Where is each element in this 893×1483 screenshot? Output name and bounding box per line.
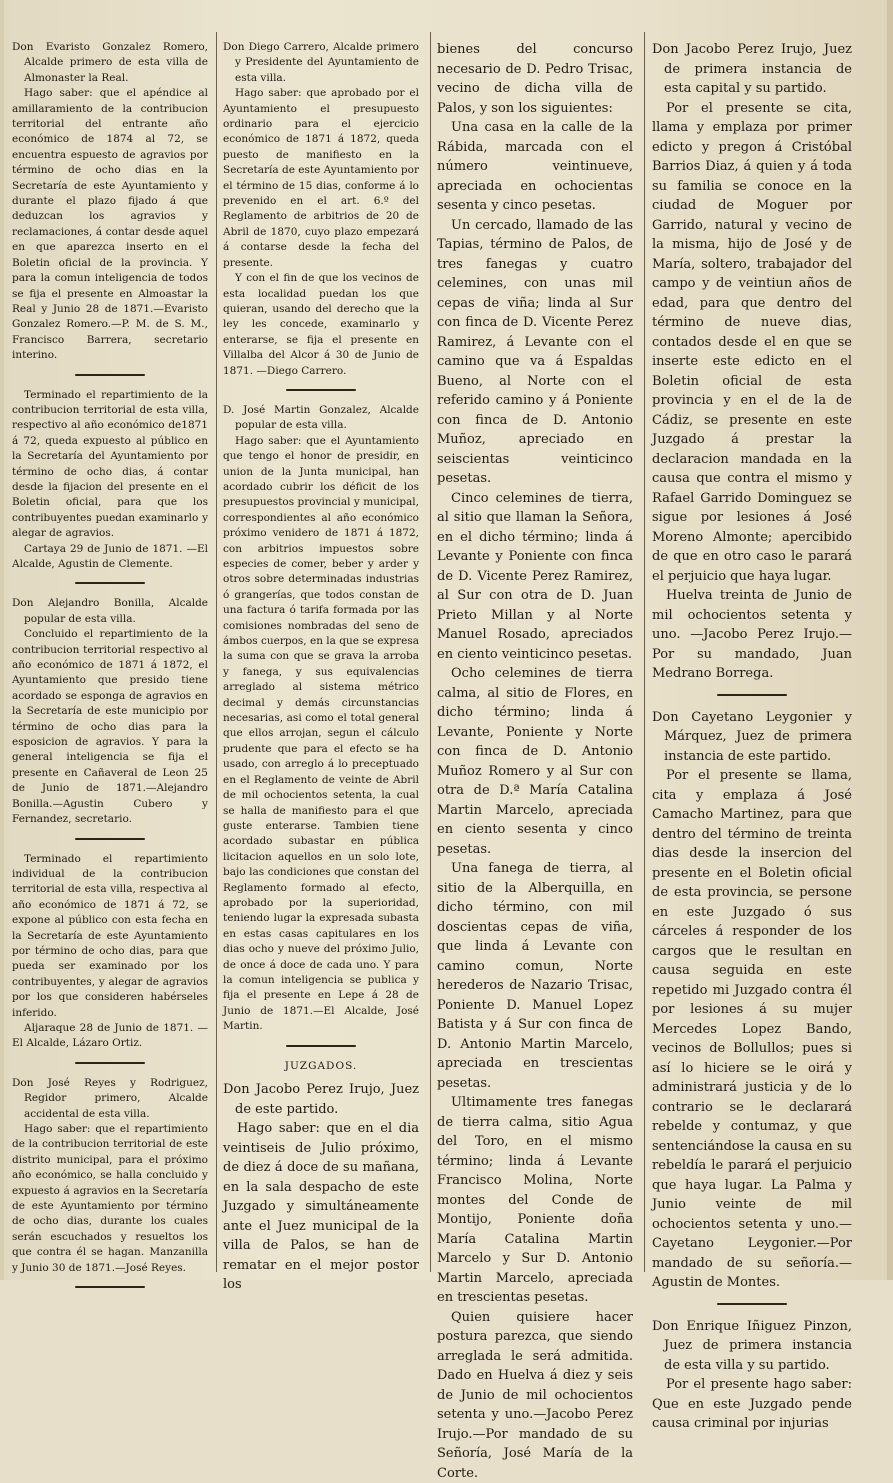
column-rule (644, 32, 645, 1272)
column-1 (12, 40, 208, 1270)
notice-body: bienes del concurso necesario de D. Pedro Trisac, vecino de dicha villa de Palos, y son los siguientes: (437, 40, 633, 118)
notice-heading: D. José Martin Gonzalez, Alcalde popular de esta villa. (223, 403, 419, 434)
notice-body: Hago saber: que aprobado por el Ayuntamiento el presupuesto ordinario para el ejercicio económico de 1871 á 1872, queda puesto de manifiesto en la Secretaría de este Ayuntamiento por el término de 15 dias, conforme á lo prevenido en el art. 6.º del Reglamento de arbitrios de 20 de Abril de 1870, cuyo plazo empezará á contarse desde la fecha del presente. (223, 86, 419, 271)
separator-rule (75, 838, 145, 840)
separator-rule (286, 389, 356, 391)
notice-body: Hago saber: que el apéndice al amillaramiento de la contribucion territorial del entrante año económico de 1874 al 72, se encuentra espuesto de agravios por término de ocho dias en la Secretaría de este Ayuntamiento y durante el plazo fijado á que deduzcan los agravios y reclamaciones, á contar desde aquel en que aparezca inserto en el Boletin oficial de la provincia. Y para la comun inteligencia de todos se fija el presente en Almoastar la Real y Junio 28 de 1871.—Evaristo Gonzalez Romero.—P. M. de S. M., Francisco Barrera, secretario interino. (12, 86, 208, 363)
separator-rule (717, 1303, 787, 1305)
notice-body: Y con el fin de que los vecinos de esta localidad puedan los que quieran, usando del derecho que la ley les concede, examinarlo y enterarse, se fija el presente en Villalba del Alcor á 30 de Junio de 1871. —Diego Carrero. (223, 271, 419, 379)
property-item: Ultimamente tres fanegas de tierra calma, sitio Agua del Toro, en el mismo término; linda á Levante Francisco Molina, Norte montes del Conde de Montijo, Poniente doña María Catalina Martin Marcelo y Sur D. Antonio Martin Marcelo, apreciada en trescientas pesetas. (437, 1093, 633, 1308)
property-item: Ocho celemines de tierra calma, al sitio de Flores, en dicho término; linda á Levante, Poniente y Norte con finca de D. Antonio Muñoz Romero y al Sur con otra de D.ª María Catalina Martin Marcelo, apreciada en ciento sesenta y cinco pesetas. (437, 664, 633, 859)
property-item: Una fanega de tierra, al sitio de la Alberquilla, en dicho término, con mil doscientas cepas de viña, que linda á Levante con camino comun, Norte herederos de Nazario Trisac, Poniente D. Manuel Lopez Batista y á Sur con finca de D. Antonio Martin Marcelo, apreciada en trescientas pesetas. (437, 859, 633, 1093)
notice-heading: Don José Reyes y Rodriguez, Regidor primero, Alcalde accidental de esta villa. (12, 1076, 208, 1122)
notice-heading: Don Jacobo Perez Irujo, Juez de primera instancia de esta capital y su partido. (652, 40, 852, 99)
notice-heading: Don Alejandro Bonilla, Alcalde popular de esta villa. (12, 596, 208, 627)
notice-heading: Don Evaristo Gonzalez Romero, Alcalde primero de esta villa de Almonaster la Real. (12, 40, 208, 86)
notice-body: Por el presente hago saber: Que en este Juzgado pende causa criminal por injurias (652, 1375, 852, 1434)
notice-body: Por el presente se cita, llama y emplaza por primer edicto y pregon á Cristóbal Barrios Diaz, á quien y á toda su familia se conoce en la ciudad de Moguer por Garrido, natural y vecino de la misma, hijo de José y de María, soltero, trabajador del campo y de veintiun años de edad, para que dentro del término de nueve dias, contados desde el en que se inserte este edicto en el Boletin oficial de esta provincia y en el de la de Cádiz, se presente en este Juzgado á prestar la declaracion mandada en la causa que contra el mismo y Rafael Garrido Dominguez se sigue por lesiones á José Moreno Almonte; apercibido de que en otro caso le parará el perjuicio que haya lugar. (652, 99, 852, 587)
notice-body: Hago saber: que el repartimiento de la contribucion territorial de este distrito municipal, para el próximo año económico, se halla concluido y expuesto á agravios en la Secretaría de este Ayuntamiento por término de ocho dias, durante los cuales serán escuchados y resueltos los que contra él se hagan. Manzanilla y Junio 30 de 1871.—José Reyes. (12, 1122, 208, 1276)
notice-signature: Cartaya 29 de Junio de 1871. —El Alcalde, Agustin de Clemente. (12, 542, 208, 573)
separator-rule (75, 582, 145, 584)
property-item: Un cercado, llamado de las Tapias, término de Palos, de tres fanegas y cuatro celemines, con unas mil cepas de viña; linda al Sur con finca de D. Vicente Perez Ramirez, á Levante con el camino que va á Espaldas Bueno, al Norte con el referido camino y á Poniente con finca de D. Antonio Muñoz, apreciado en seiscientas veinticinco pesetas. (437, 216, 633, 489)
notice-heading: Don Enrique Iñiguez Pinzon, Juez de primera instancia de esta villa y su partido. (652, 1317, 852, 1376)
notice-heading: Don Diego Carrero, Alcalde primero y Presidente del Ayuntamiento de esta villa. (223, 40, 419, 86)
notice-body: Hago saber: que en el dia veintiseis de Julio próximo, de diez á doce de su mañana, en la sala despacho de este Juzgado y simultáneamente ante el Juez municipal de la villa de Palos, se han de rematar en el mejor postor los (223, 1119, 419, 1295)
column-rule (430, 32, 431, 1272)
column-4 (652, 40, 852, 1270)
column-rule (216, 32, 217, 1272)
notice-signature: Quien quisiere hacer postura parezca, que siendo arreglada le será admitida. Dado en Huelva á diez y seis de Junio de mil ochocientos setenta y uno.—Jacobo Perez Irujo.—Por mandado de su Señoría, José María de la Corte. (437, 1308, 633, 1483)
separator-rule (286, 1045, 356, 1047)
separator-rule (75, 374, 145, 376)
column-2 (223, 40, 419, 1270)
notice-body: Concluido el repartimiento de la contribucion territorial respectivo al año económico de 1871 á 1872, el Ayuntamiento que presido tiene acordado se esponga de agravios en la Secretaría de este municipio por término de ocho dias para la esposicion de agravios. Y para la general inteligencia se fija el presente en Cañaveral de Leon 25 de Junio de 1871.—Alejandro Bonilla.—Agustin Cubero y Fernandez, secretario. (12, 627, 208, 827)
separator-rule (75, 1062, 145, 1064)
section-title: JUZGADOS. (223, 1059, 419, 1074)
page-right-edge (887, 0, 893, 1280)
page-left-edge (0, 0, 4, 1280)
notice-heading: Don Jacobo Perez Irujo, Juez de este partido. (223, 1080, 419, 1119)
separator-rule (75, 1286, 145, 1288)
notice-heading: Don Cayetano Leygonier y Márquez, Juez de primera instancia de este partido. (652, 708, 852, 767)
notice-signature: Aljaraque 28 de Junio de 1871. —El Alcalde, Lázaro Ortiz. (12, 1021, 208, 1052)
column-3 (437, 40, 633, 1270)
property-item: Una casa en la calle de la Rábida, marcada con el número veintinueve, apreciada en ochocientas sesenta y cinco pesetas. (437, 118, 633, 216)
separator-rule (717, 694, 787, 696)
notice-body: Hago saber: que el Ayuntamiento que tengo el honor de presidir, en union de la Junta municipal, han acordado cubrir los déficit de los presupuestos provincial y municipal, correspondientes al año económico próximo venidero de 1871 á 1872, con arbitrios impuestos sobre especies de comer, beber y arder y otros sobre determinadas industrias ó grangerías, que todos constan de una factura ó tarifa formada por las comisiones nombradas del seno de ámbos cuerpos, en la que se expresa la suma con que se grava la arroba y fanega, y sus equivalencias arreglado al sistema métrico decimal y demás circunstancias necesarias, asi como el total general que ellos arrojan, segun el cálculo prudente que para el efecto se ha usado, con arreglo á lo preceptuado en el Reglamento de veinte de Abril de mil ochocientos setenta, la cual se halla de manifiesto para el que guste enterarse. Tambien tiene acordado subastar en pública licitacion aquellos en un solo lote, bajo las condiciones que constan del Reglamento formado al efecto, aprobado por la superioridad, teniendo lugar la expresada subasta en estas casas capitulares en los dias ocho y nueve del próximo Julio, de once á doce de cada uno. Y para la comun inteligencia se publica y fija el presente en Lepe á 28 de Junio de 1871.—El Alcalde, José Martin. (223, 434, 419, 1035)
notice-signature: Huelva treinta de Junio de mil ochocientos setenta y uno. —Jacobo Perez Irujo.—Por su mandado, Juan Medrano Borrega. (652, 586, 852, 684)
notice-body: Terminado el repartimiento individual de la contribucion territorial de esta villa, respectiva al año económico de 1871 á 72, se expone al público con esta fecha en la Secretaría de este Ayuntamiento por término de ocho dias, para que pueda ser examinado por los contribuyentes, y alegar de agravios por los que consideren habérseles inferido. (12, 852, 208, 1021)
notice-body: Terminado el repartimiento de la contribucion territorial de esta villa, respectivo al año económico de1871 á 72, queda expuesto al público en la Secretaría del Ayuntamiento por término de ocho dias, á contar desde la fijacion del presente en el Boletin oficial, para que los contribuyentes puedan examinarlo y alegar de agravios. (12, 388, 208, 542)
notice-body: Por el presente se llama, cita y emplaza á José Camacho Martinez, para que dentro del término de treinta dias desde la insercion del presente en el Boletin oficial de esta provincia, se persone en este Juzgado ó sus cárceles á responder de los cargos que le resultan en causa seguida en este repetido mi Juzgado contra él por lesiones á su mujer Mercedes Lopez Bando, vecinos de Bollullos; pues si así lo hiciere se le oirá y administrará justicia y de lo contrario se le declarará rebelde y contumaz, y que sentenciándose la causa en su rebeldía le parará el perjuicio que haya lugar. La Palma y Junio veinte de mil ochocientos setenta y uno.—Cayetano Leygonier.—Por mandado de su señoría.—Agustin de Montes. (652, 766, 852, 1293)
property-item: Cinco celemines de tierra, al sitio que llaman la Señora, en el dicho término; linda á Levante y Poniente con finca de D. Vicente Perez Ramirez, al Sur con otra de D. Juan Prieto Millan y al Norte Manuel Rosado, apreciados en ciento veinticinco pesetas. (437, 489, 633, 665)
